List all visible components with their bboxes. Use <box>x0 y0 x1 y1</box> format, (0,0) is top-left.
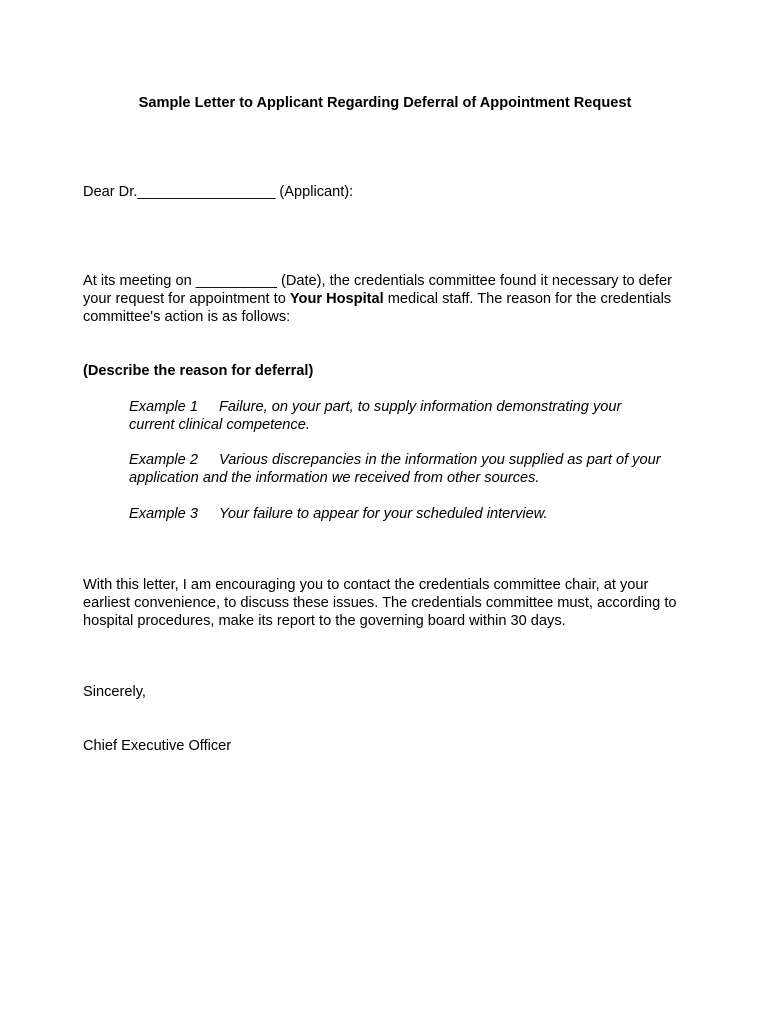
paragraph-meeting-text-b: medical staff. The reason for the credentials committee's action is as follows: <box>83 291 672 325</box>
example-text: Your failure to appear for your scheduled interview. <box>219 506 548 522</box>
example-2 <box>129 451 689 487</box>
example-3 <box>129 505 699 523</box>
example-label: Example 2 <box>129 452 198 468</box>
applicant-name-blank: _________________ <box>137 184 276 200</box>
salutation <box>83 183 693 201</box>
example-1 <box>129 398 669 434</box>
paragraph-encouragement: With this letter, I am encouraging you to contact the credentials committee chair, at your earliest convenience, to discuss these issues. The credentials committee must, according to hospital procedures, make its report to the governing board within 30 days. <box>83 577 677 629</box>
salutation-suffix: (Applicant): <box>275 184 354 200</box>
example-label: Example 3 <box>129 506 198 522</box>
example-label: Example 1 <box>129 399 198 415</box>
reason-heading: (Describe the reason for deferral) <box>83 363 314 379</box>
signature-title: Chief Executive Officer <box>83 738 232 754</box>
closing: Sincerely, <box>83 684 146 700</box>
salutation-prefix: Dear Dr. <box>83 184 138 200</box>
paragraph-meeting <box>83 272 673 326</box>
letter-title: Sample Letter to Applicant Regarding Deferral of Appointment Request <box>138 95 632 111</box>
hospital-name: Your Hospital <box>289 291 384 307</box>
paragraph-meeting-text-a: At its meeting on __________ (Date), the credentials committee found it necessary to defer your request for appointment to <box>83 273 672 307</box>
example-text: Various discrepancies in the information you supplied as part of your application and the information we received from other sources. <box>129 452 661 486</box>
example-text: Failure, on your part, to supply information demonstrating your current clinical competence. <box>129 399 622 433</box>
